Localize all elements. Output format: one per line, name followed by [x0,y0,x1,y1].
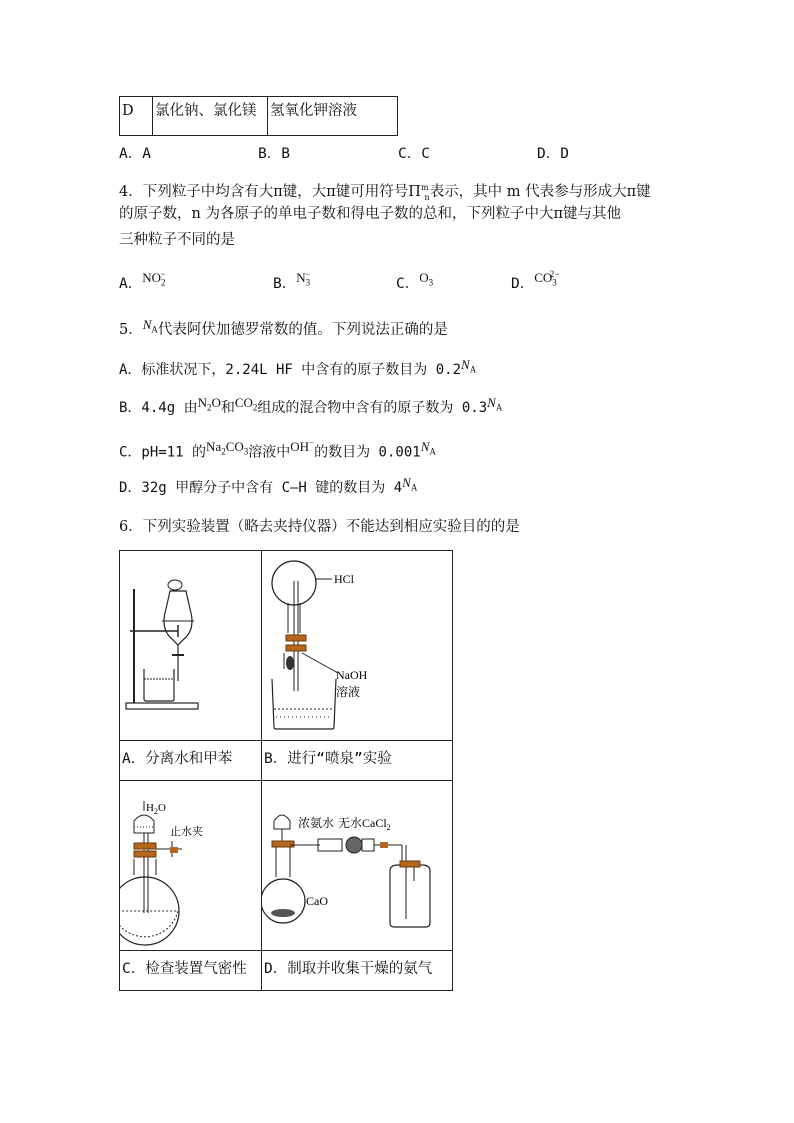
label-naoh: NaOH [336,668,368,682]
ammonia-setup-figure [262,781,452,950]
row-d-col2: 氯化钠、氯化镁 [153,97,268,136]
q3-option-c: C．C [398,146,430,162]
label-naoh-solution: 溶液 [336,685,361,699]
q4-option-d: D．$CO_3^{2-}$ [511,268,560,292]
answer-table-row [119,96,398,136]
label-clamp: 止水夹 [170,826,203,838]
grid-divider-3 [120,950,452,951]
separatory-funnel-figure [120,551,261,740]
pi-sub: n [424,192,430,202]
airtight-check-figure [120,781,261,950]
q5-option-a: A．标准状况下，2.24L HF 中含有的原子数目为 $0.2N_A$ [119,357,477,378]
q4-option-b: B．$N_3^-$ [273,268,311,292]
q4-line1: 4．下列粒子中均含有大π键，大π键可用符号$\Pi^m_n$表示，其中 m 代表参与形成大π键 [119,183,651,202]
q5-option-d: D．32g 甲醇分子中含有 C—H 键的数目为 $4N_A$ [119,475,418,496]
q3-option-b: B．B [258,146,290,162]
q3-option-d: D．D [537,146,569,162]
caption-a: A．分离水和甲苯 [122,751,233,767]
label-h2o: $H_2O$ [146,802,166,816]
q4-option-c: C．$O_3$ [396,270,434,292]
caption-b: B．进行“喷泉”实验 [264,751,392,767]
q5-option-b: B．4.4g 由$N_2O$和$CO_2$组成的混合物中含有的原子数为 $0.3N_A$ [119,395,503,416]
q4-option-a: A．$NO_2^-$ [119,268,166,292]
q6-stem: 6．下列实验装置（略去夹持仪器）不能达到相应实验目的的是 [119,519,520,535]
fountain-figure [262,551,452,740]
q4-line2: 的原子数，n 为各原子的单电子数和得电子数的总和，下列粒子中大π键与其他 [119,206,621,222]
row-d-col3: 氢氧化钾溶液 [268,97,398,136]
caption-c: C．检查装置气密性 [122,961,247,977]
caption-d: D．制取并收集干燥的氨气 [264,961,433,977]
apparatus-grid [119,550,453,991]
pi-sup: m [420,183,429,192]
q5-stem: 5．$N_A$代表阿伏加德罗常数的值。下列说法正确的是 [119,317,448,338]
grid-divider-1 [120,740,452,741]
q3-option-a: A．A [119,146,151,162]
q4-line3: 三种粒子不同的是 [119,232,235,248]
label-ammonia: 浓氨水 [298,816,335,830]
label-cao: CaO [306,894,328,908]
label-cacl2: 无水CaCl$_2$ [338,816,391,832]
row-d-label: D [120,97,153,136]
label-hcl: HCl [334,572,355,586]
q5-option-c: C．pH=11 的$Na_2CO_3$溶液中OH−的数目为 $0.001N_A$ [119,438,436,461]
